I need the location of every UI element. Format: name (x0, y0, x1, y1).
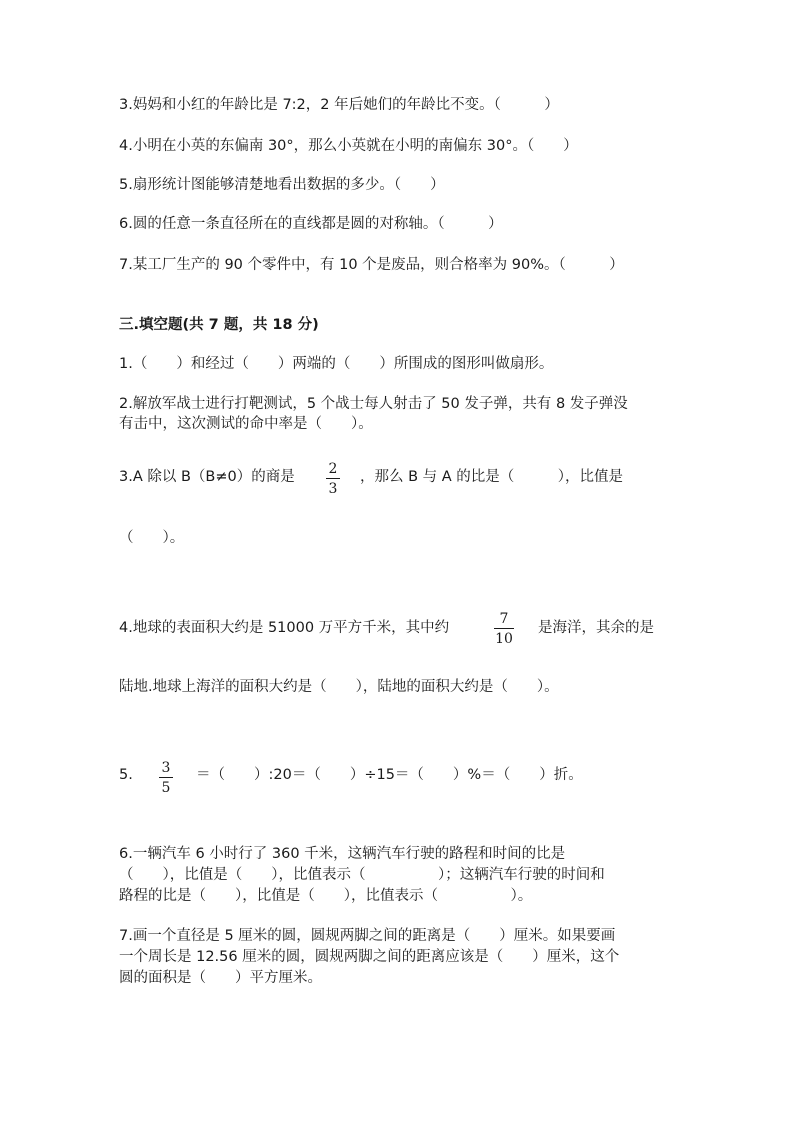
fill-q4-before: 4.地球的表面积大约是 51000 万平方千米，其中约 (119, 620, 450, 636)
fill-q3-after: ，那么 B 与 A 的比是（ ），比值是 (360, 469, 624, 485)
judgment-q5: 5.扇形统计图能够清楚地看出数据的多少。（ ） (119, 177, 445, 193)
fraction-denominator: 10 (495, 631, 513, 647)
fill-q4-after: 是海洋，其余的是 (538, 620, 654, 636)
fill-q6-line1: 6.一辆汽车 6 小时行了 360 千米，这辆汽车行驶的路程和时间的比是 (119, 846, 566, 862)
fill-q2-line2: 有击中，这次测试的命中率是（ ）。 (119, 416, 373, 432)
fill-q7-line1: 7.画一个直径是 5 厘米的圆，圆规两脚之间的距离是（ ）厘米。如果要画 (119, 928, 616, 944)
fill-q4-line2: 陆地.地球上海洋的面积大约是（ ），陆地的面积大约是（ ）。 (119, 679, 559, 695)
fill-q6-line2: （ ），比值是（ ），比值表示（ ）；这辆汽车行驶的时间和 (119, 867, 605, 883)
fill-q5-label: 5. (119, 767, 133, 783)
fill-q7-line2: 一个周长是 12.56 厘米的圆，圆规两脚之间的距离应该是（ ）厘米，这个 (119, 949, 620, 965)
fill-q3-before: 3.A 除以 B（B≠0）的商是 (119, 469, 295, 485)
fill-q1: 1.（ ）和经过（ ）两端的（ ）所围成的图形叫做扇形。 (119, 356, 554, 372)
judgment-q7: 7.某工厂生产的 90 个零件中，有 10 个是废品，则合格率为 90%。（ ） (119, 257, 624, 273)
fill-q4-fraction (494, 611, 514, 647)
fraction-bar (494, 628, 514, 629)
fill-q7-line3: 圆的面积是（ ）平方厘米。 (119, 970, 322, 986)
fill-q3-line2: （ ）。 (119, 530, 185, 546)
fill-q3-fraction (326, 461, 340, 497)
judgment-q4: 4.小明在小英的东偏南 30°，那么小英就在小明的南偏东 30°。（ ） (119, 138, 578, 154)
fraction-bar (326, 478, 340, 479)
fraction-denominator: 5 (161, 780, 171, 796)
fill-q5-fraction (159, 760, 173, 796)
section-heading: 三.填空题(共 7 题，共 18 分) (119, 317, 319, 333)
fill-q6-line3: 路程的比是（ ），比值是（ ），比值表示（ ）。 (119, 888, 533, 904)
fraction-numerator: 3 (161, 760, 171, 776)
fraction-denominator: 3 (328, 481, 338, 497)
fraction-numerator: 2 (328, 461, 338, 477)
judgment-q6: 6.圆的任意一条直径所在的直线都是圆的对称轴。（ ） (119, 216, 503, 232)
judgment-q3: 3.妈妈和小红的年龄比是 7:2，2 年后她们的年龄比不变。（ ） (119, 97, 559, 113)
fill-q2-line1: 2.解放军战士进行打靶测试，5 个战士每人射击了 50 发子弹，共有 8 发子弹没 (119, 396, 628, 412)
fraction-bar (159, 777, 173, 778)
fraction-numerator: 7 (499, 611, 509, 627)
fill-q5-after: ＝（ ）:20＝（ ）÷15＝（ ）%＝（ ）折。 (196, 767, 583, 783)
